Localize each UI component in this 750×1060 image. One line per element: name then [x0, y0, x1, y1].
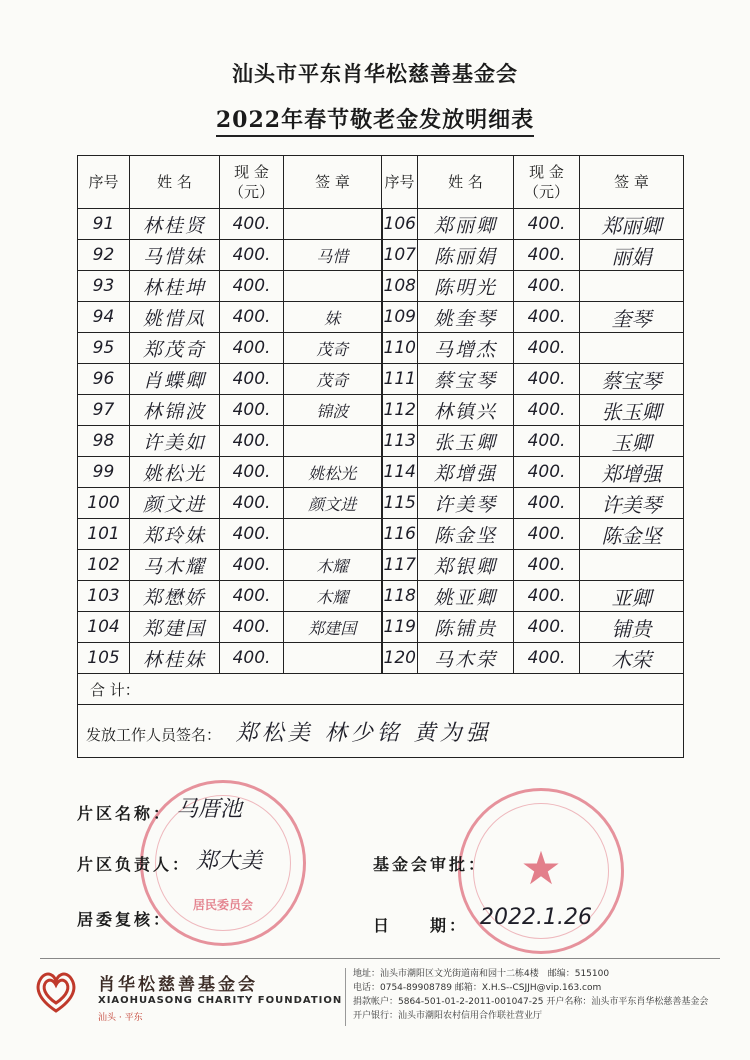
- row-cash: 400.: [220, 395, 284, 426]
- row-number-right: 109: [382, 302, 418, 333]
- row-cash-right: 400.: [514, 271, 580, 302]
- row-cash: 400.: [220, 488, 284, 519]
- row-signature: 马惜: [284, 240, 382, 271]
- row-signature-right: [580, 271, 684, 302]
- row-name-right: 林镇兴: [418, 395, 514, 426]
- row-signature: [284, 209, 382, 240]
- row-name-right: 郑丽卿: [418, 209, 514, 240]
- seal-star-icon: ★: [520, 841, 562, 895]
- header-no: 序号: [78, 156, 130, 209]
- table-row: [78, 333, 684, 364]
- row-number: 91: [78, 209, 130, 240]
- row-name: 马木耀: [130, 550, 220, 581]
- footer-org-en: XIAOHUASONG CHARITY FOUNDATION: [98, 995, 343, 1006]
- row-name: 林桂贤: [130, 209, 220, 240]
- row-signature-right: [580, 333, 684, 364]
- row-number: 100: [78, 488, 130, 519]
- footer-divider: [40, 958, 720, 959]
- row-signature-right: 木荣: [580, 643, 684, 674]
- row-cash-right: 400.: [514, 364, 580, 395]
- row-signature: 木耀: [284, 581, 382, 612]
- org-title: 汕头市平东肖华松慈善基金会: [232, 61, 518, 86]
- row-number: 97: [78, 395, 130, 426]
- footer-account: 捐款帐户：5864-501-01-2-2011-001047-25 开户名称：汕头市平东肖华松慈善基金会: [353, 997, 709, 1007]
- row-cash: 400.: [220, 240, 284, 271]
- row-number: 99: [78, 457, 130, 488]
- row-number: 102: [78, 550, 130, 581]
- row-cash: 400.: [220, 271, 284, 302]
- row-name: 颜文进: [130, 488, 220, 519]
- row-cash: 400.: [220, 364, 284, 395]
- form-title: [0, 103, 750, 134]
- footer-org-cn: 肖华松慈善基金会: [98, 975, 258, 995]
- row-cash-right: 400.: [514, 581, 580, 612]
- table-row: [78, 302, 684, 333]
- row-signature-right: 郑增强: [580, 457, 684, 488]
- row-number: 104: [78, 612, 130, 643]
- row-name-right: 郑增强: [418, 457, 514, 488]
- row-name: 林桂坤: [130, 271, 220, 302]
- row-number-right: 116: [382, 519, 418, 550]
- row-signature: 颜文进: [284, 488, 382, 519]
- district-head-label: 片区负责人：: [77, 855, 192, 874]
- total-row: [78, 674, 684, 705]
- row-number-right: 107: [382, 240, 418, 271]
- row-cash-right: 400.: [514, 209, 580, 240]
- row-signature-right: 郑丽卿: [580, 209, 684, 240]
- header-sign: 签 章: [284, 156, 382, 209]
- row-signature: [284, 643, 382, 674]
- row-cash-right: 400.: [514, 519, 580, 550]
- row-name: 林桂妹: [130, 643, 220, 674]
- row-cash-right: 400.: [514, 550, 580, 581]
- table-row: [78, 240, 684, 271]
- table-row: [78, 488, 684, 519]
- header-cash: 现 金（元）: [220, 156, 284, 209]
- row-name-right: 陈丽娟: [418, 240, 514, 271]
- row-name-right: 郑银卿: [418, 550, 514, 581]
- row-number-right: 113: [382, 426, 418, 457]
- row-number: 94: [78, 302, 130, 333]
- row-name: 姚惜凤: [130, 302, 220, 333]
- header-name: 姓 名: [130, 156, 220, 209]
- row-cash-right: 400.: [514, 457, 580, 488]
- row-name-right: 马增杰: [418, 333, 514, 364]
- approve-label: 基金会审批：: [373, 855, 488, 874]
- row-name: 林锦波: [130, 395, 220, 426]
- row-signature-right: 蔡宝琴: [580, 364, 684, 395]
- row-signature-right: 陈金坚: [580, 519, 684, 550]
- row-signature: 郑建国: [284, 612, 382, 643]
- row-signature: [284, 426, 382, 457]
- row-number-right: 106: [382, 209, 418, 240]
- row-signature: 茂奇: [284, 333, 382, 364]
- row-cash: 400.: [220, 209, 284, 240]
- row-name: 马惜妹: [130, 240, 220, 271]
- row-signature: 姚松光: [284, 457, 382, 488]
- row-name: 姚松光: [130, 457, 220, 488]
- row-number: 105: [78, 643, 130, 674]
- district-value: 马厝池: [176, 797, 243, 822]
- row-signature-right: 铺贵: [580, 612, 684, 643]
- seal-left-text: 居民委员会: [192, 898, 253, 912]
- row-signature: 锦波: [284, 395, 382, 426]
- row-name-right: 张玉卿: [418, 426, 514, 457]
- header-name-right: 姓 名: [418, 156, 514, 209]
- row-cash: 400.: [220, 457, 284, 488]
- table-row: [78, 643, 684, 674]
- header-cash-right: 现 金（元）: [514, 156, 580, 209]
- row-cash: 400.: [220, 581, 284, 612]
- row-signature-right: 张玉卿: [580, 395, 684, 426]
- row-cash: 400.: [220, 612, 284, 643]
- row-name-right: 陈金坚: [418, 519, 514, 550]
- footer-vertical-divider: [345, 968, 346, 1026]
- row-name: 肖蝶卿: [130, 364, 220, 395]
- staff-row: [78, 705, 684, 758]
- row-number-right: 110: [382, 333, 418, 364]
- footer-bank: 开户银行：汕头市潮阳农村信用合作联社营业厅: [353, 1011, 543, 1021]
- row-cash-right: 400.: [514, 612, 580, 643]
- row-cash: 400.: [220, 333, 284, 364]
- row-name-right: 马木荣: [418, 643, 514, 674]
- date-value: 2022.1.26: [480, 905, 592, 930]
- row-number: 92: [78, 240, 130, 271]
- table-row: [78, 457, 684, 488]
- row-signature-right: 丽娟: [580, 240, 684, 271]
- row-name-right: 陈铺贵: [418, 612, 514, 643]
- row-cash: 400.: [220, 550, 284, 581]
- district-label: 片区名称：: [77, 804, 173, 823]
- row-cash-right: 400.: [514, 426, 580, 457]
- row-cash: 400.: [220, 426, 284, 457]
- row-cash-right: 400.: [514, 488, 580, 519]
- row-signature-right: 许美琴: [580, 488, 684, 519]
- row-number: 95: [78, 333, 130, 364]
- row-number-right: 111: [382, 364, 418, 395]
- row-signature: 茂奇: [284, 364, 382, 395]
- table-row: [78, 550, 684, 581]
- district-head-value: 郑大美: [196, 849, 263, 874]
- staff-cell: [78, 705, 684, 758]
- table-row: [78, 209, 684, 240]
- header-sign-right: 签 章: [580, 156, 684, 209]
- row-number-right: 118: [382, 581, 418, 612]
- row-signature-right: 奎琴: [580, 302, 684, 333]
- date-label: 日 期：: [373, 916, 469, 935]
- row-name-right: 姚亚卿: [418, 581, 514, 612]
- row-number-right: 117: [382, 550, 418, 581]
- row-signature-right: [580, 550, 684, 581]
- row-number: 96: [78, 364, 130, 395]
- row-signature-right: 玉卿: [580, 426, 684, 457]
- row-number-right: 108: [382, 271, 418, 302]
- row-signature: [284, 271, 382, 302]
- form-title-text: 2022年春节敬老金发放明细表: [216, 107, 534, 137]
- row-name: 郑懋娇: [130, 581, 220, 612]
- review-label: 居委复核：: [77, 910, 173, 929]
- row-name: 许美如: [130, 426, 220, 457]
- footer-contact: 电话：0754-89908789 邮箱：X.H.S--CSJJH@vip.163.com: [353, 983, 602, 993]
- row-name-right: 姚奎琴: [418, 302, 514, 333]
- row-signature: [284, 519, 382, 550]
- row-number-right: 112: [382, 395, 418, 426]
- row-name-right: 许美琴: [418, 488, 514, 519]
- row-number: 98: [78, 426, 130, 457]
- footer-address: 地址：汕头市潮阳区文光街道南和园十二栋4楼 邮编：515100: [353, 969, 610, 979]
- staff-signatures: 郑松美 林少铭 黄为强: [235, 720, 492, 746]
- row-name: 郑玲妹: [130, 519, 220, 550]
- footer-org-sub: 汕头 · 平东: [98, 1013, 143, 1023]
- row-name: 郑建国: [130, 612, 220, 643]
- total-label: 合 计：: [78, 674, 684, 705]
- row-signature-right: 亚卿: [580, 581, 684, 612]
- table-header-row: [78, 156, 684, 209]
- row-number-right: 115: [382, 488, 418, 519]
- allocation-table: [77, 155, 684, 758]
- row-number-right: 119: [382, 612, 418, 643]
- row-cash-right: 400.: [514, 395, 580, 426]
- row-cash: 400.: [220, 643, 284, 674]
- table-row: [78, 364, 684, 395]
- row-number: 101: [78, 519, 130, 550]
- table-row: [78, 519, 684, 550]
- row-signature: 木耀: [284, 550, 382, 581]
- staff-label: 发放工作人员签名：: [86, 725, 222, 744]
- header-no-right: 序号: [382, 156, 418, 209]
- row-name-right: 蔡宝琴: [418, 364, 514, 395]
- row-cash: 400.: [220, 519, 284, 550]
- footer-info: [353, 967, 708, 1023]
- table-row: [78, 581, 684, 612]
- table-row: [78, 612, 684, 643]
- row-signature: 妹: [284, 302, 382, 333]
- row-cash-right: 400.: [514, 643, 580, 674]
- row-number: 103: [78, 581, 130, 612]
- foundation-logo-icon: [30, 965, 82, 1017]
- table-row: [78, 395, 684, 426]
- row-cash-right: 400.: [514, 302, 580, 333]
- row-number-right: 120: [382, 643, 418, 674]
- row-number: 93: [78, 271, 130, 302]
- table-row: [78, 426, 684, 457]
- row-name: 郑茂奇: [130, 333, 220, 364]
- row-cash-right: 400.: [514, 333, 580, 364]
- table-row: [78, 271, 684, 302]
- row-name-right: 陈明光: [418, 271, 514, 302]
- row-number-right: 114: [382, 457, 418, 488]
- row-cash: 400.: [220, 302, 284, 333]
- row-cash-right: 400.: [514, 240, 580, 271]
